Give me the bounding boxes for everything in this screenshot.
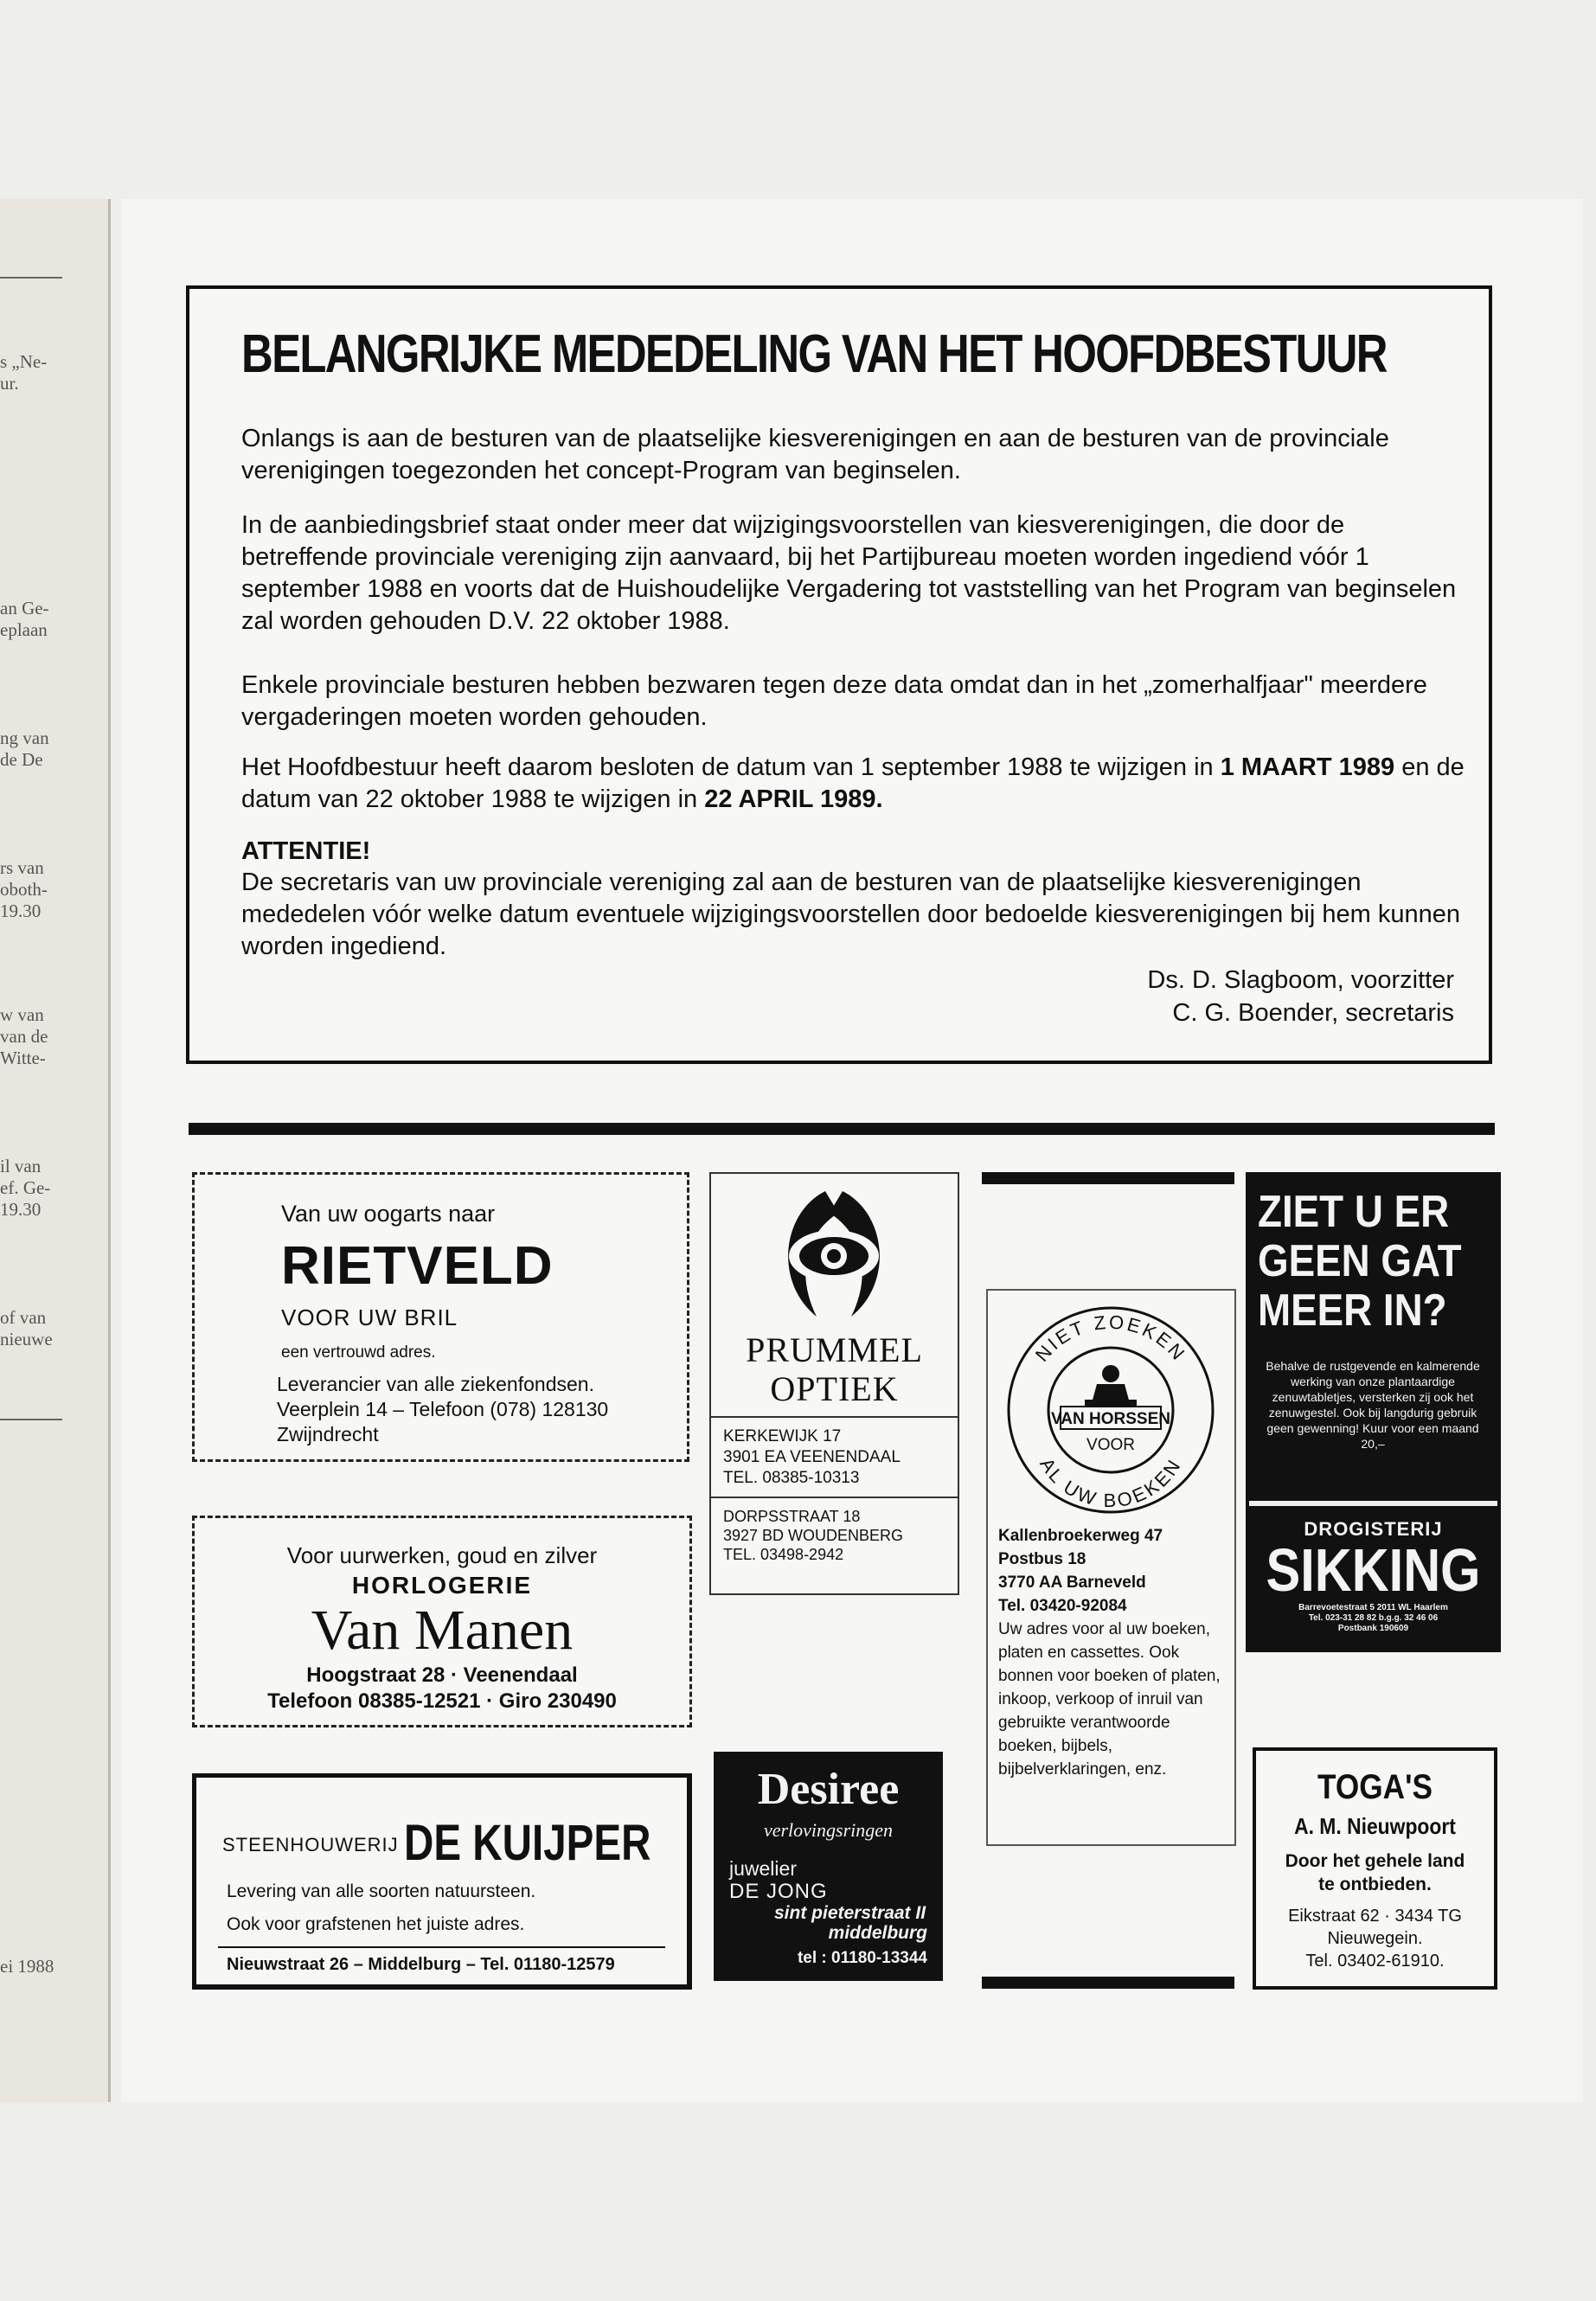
ad-text: Voor uurwerken, goud en zilver [286, 1542, 598, 1568]
left-fragment: oboth- [0, 879, 48, 900]
ad-desiree [714, 1752, 943, 1981]
ad-text: sint pieterstraat II [774, 1903, 926, 1923]
ad-brand: DE KUIJPER [404, 1815, 651, 1871]
address-line: TEL. 03498-2942 [723, 1546, 844, 1563]
left-rule [0, 1419, 62, 1420]
announcement-paragraph: Enkele provinciale besturen hebben bezwaren tegen deze data omdat dan in het „zomerhalfjaar" meerdere vergaderingen moeten worden gehouden. [241, 671, 1427, 731]
ad-text: Veerplein 14 – Telefoon (078) 128130 [277, 1398, 609, 1420]
ad-rule [218, 1946, 665, 1948]
svg-text:AL UW BOEKEN [1035, 1454, 1186, 1511]
ad-text: tel : 01180-13344 [797, 1949, 927, 1967]
ad-text: Levering van alle soorten natuursteen. [227, 1881, 536, 1901]
ad-label: DROGISTERIJ [1304, 1518, 1443, 1540]
signatures [1147, 964, 1454, 1029]
address-line: TEL. 08385-10313 [723, 1469, 860, 1487]
date-march: 1 MAART 1989 [1220, 753, 1395, 781]
address-block [711, 1416, 958, 1498]
ad-brand: RIETVELD [281, 1236, 554, 1296]
left-fragment: ei 1988 [0, 1956, 54, 1977]
ad-text: DE JONG [729, 1880, 828, 1903]
ad-text: Van uw oogarts naar [281, 1201, 496, 1227]
left-fragment: an Ge- [0, 598, 49, 619]
ad-text: Hoogstraat 28 · Veenendaal [306, 1663, 578, 1687]
ad-drogisterij-sikking [1246, 1172, 1501, 1652]
ad-rietveld [192, 1172, 689, 1462]
left-page-strip [0, 199, 111, 2102]
text-run: en de datum van 22 oktober 1988 te wijzigen in [241, 753, 1465, 813]
ad-text: verlovingsringen [763, 1819, 894, 1841]
headline-line: ZIET U ER [1258, 1187, 1450, 1237]
ad-text: Zwijndrecht [277, 1423, 379, 1445]
left-fragment: of van [0, 1307, 47, 1328]
ad-brand: PRUMMEL [746, 1330, 923, 1369]
announcement-paragraph: Onlangs is aan de besturen van de plaatselijke kiesverenigingen en aan de besturen van de provinciale verenigingen toegezonden het concept-Program van beginselen. [241, 425, 1389, 484]
headline-line: GEEN GAT [1258, 1236, 1462, 1286]
left-fragment: 19.30 [0, 901, 42, 921]
decorative-bar [982, 1977, 1234, 1989]
seal-mid: VOOR [1086, 1436, 1135, 1454]
ad-van-manen [192, 1516, 692, 1727]
ad-description: Uw adres voor al uw boeken, platen en cassettes. Ook bonnen voor boeken of platen, inkoop, verkoop of inruil van gebruikte verantwoorde boeken, bijbels, bijbelverklaringen, enz. [998, 1620, 1221, 1779]
svg-text:NIET ZOEKEN [1031, 1311, 1190, 1366]
address-line: Barrevoetestraat 5 2011 WL Haarlem [1298, 1603, 1448, 1612]
left-fragment: Witte- [0, 1048, 46, 1068]
announcement-title: BELANGRIJKE MEDEDELING VAN HET HOOFDBESTUUR [241, 324, 1387, 384]
ad-text: te ontbieden. [1318, 1875, 1432, 1894]
seal-arc-top: NIET ZOEKEN [1030, 1311, 1191, 1366]
book-seal-icon [995, 1298, 1227, 1522]
announcement-paragraph [241, 752, 1470, 816]
left-fragment: ng van [0, 727, 49, 748]
address-line: 3927 BD WOUDENBERG [723, 1527, 904, 1544]
ad-brand: SIKKING [1266, 1536, 1481, 1604]
left-rule [0, 277, 62, 279]
left-fragment: 19.30 [0, 1199, 42, 1220]
address-line: Kallenbroekerweg 47 [998, 1527, 1163, 1545]
address-line: DORPSSTRAAT 18 [723, 1508, 861, 1525]
ad-de-kuijper [192, 1773, 692, 1990]
address-line: Tel. 03402-61910. [1305, 1952, 1445, 1971]
announcement-paragraph: De secretaris van uw provinciale vereniging zal aan de besturen van de plaatselijke kiesverenigingen mededelen vóór welke datum eventuele wijzigingsvoorstellen door bedoelde kiesverenigingen bij hem kunnen worden ingediend. [241, 868, 1460, 960]
decorative-bar [982, 1172, 1234, 1184]
ad-text-block [277, 1372, 675, 1447]
address-block [1246, 1603, 1501, 1634]
address-line: Eikstraat 62 · 3434 TG [1288, 1907, 1462, 1926]
left-fragment: il van [0, 1156, 42, 1176]
left-fragment: w van [0, 1004, 44, 1025]
left-fragment: rs van [0, 857, 44, 878]
ad-headline [1258, 1188, 1462, 1336]
seal-arc-bottom: AL UW BOEKEN [1035, 1453, 1186, 1512]
address-line: Postbank 190609 [1337, 1624, 1409, 1633]
address-line: 3770 AA Barneveld [998, 1574, 1146, 1592]
ad-text: VOOR UW BRIL [281, 1304, 458, 1330]
address-line: 3901 EA VEENENDAAL [723, 1448, 901, 1466]
address-block [711, 1507, 958, 1564]
address-line: KERKEWIJK 17 [723, 1427, 842, 1445]
announcement-paragraph: In de aanbiedingsbrief staat onder meer dat wijzigingsvoorstellen van kiesverenigingen, die door de betreffende provinciale vereniging zijn aanvaard, bij het Partijbureau moeten worden ingediend vóór 1 september 1988 en voorts dat de Huishoudelijke Vergadering tot vaststelling van het Program van beginselen zal worden gehouden D.V. 22 oktober 1988. [241, 511, 1457, 635]
ad-text: HORLOGERIE [351, 1572, 533, 1599]
ad-text: Door het gehele land [1285, 1851, 1465, 1871]
ad-body [998, 1524, 1225, 1781]
ad-text: een vertrouwd adres. [281, 1343, 436, 1362]
ad-brand: OPTIEK [770, 1369, 899, 1408]
address-line: Nieuwegein. [1327, 1929, 1423, 1948]
date-april: 22 APRIL 1989. [704, 785, 883, 813]
address-line: Tel. 03420-92084 [998, 1597, 1127, 1615]
ad-text: Nieuwstraat 26 – Middelburg – Tel. 01180-12579 [227, 1955, 615, 1974]
ad-brand: TOGA'S [1317, 1768, 1433, 1806]
ad-brand: Desiree [757, 1765, 900, 1814]
ad-van-horssen [986, 1289, 1236, 1846]
reader-figure [1085, 1365, 1137, 1408]
left-fragment: ur. [0, 373, 19, 394]
headline-line: MEER IN? [1258, 1285, 1447, 1336]
ad-text: STEENHOUWERIJ [222, 1834, 399, 1856]
signature-chair: Ds. D. Slagboom, voorzitter [1147, 966, 1454, 994]
ad-togas [1253, 1747, 1497, 1990]
ad-description: Behalve de rustgevende en kalmerende werking van onze plantaardige zenuwtabletjes, versterken zij ook het zenuwgestel. Ook bij langdurig gebruik geen gewenning! Kuur voor een maand 20,– [1266, 1359, 1480, 1451]
address-line: Postbus 18 [998, 1550, 1086, 1568]
ad-text: Ook voor grafstenen het juiste adres. [227, 1914, 525, 1934]
left-fragment: ef. Ge- [0, 1177, 51, 1198]
eye-logo-icon [773, 1187, 894, 1325]
left-fragment: de De [0, 749, 43, 770]
left-fragment: nieuwe [0, 1329, 53, 1349]
ad-text: middelburg [828, 1923, 927, 1943]
left-fragment: eplaan [0, 619, 48, 640]
left-fragment: van de [0, 1026, 48, 1047]
seal-name: VAN HORSSEN [1051, 1410, 1170, 1428]
section-divider [189, 1123, 1495, 1135]
ad-text: juwelier [729, 1857, 797, 1880]
left-fragment: s „Ne- [0, 351, 48, 372]
address-line: Tel. 023-31 28 82 b.g.g. 32 46 06 [1308, 1613, 1439, 1623]
text-run: Het Hoofdbestuur heeft daarom besloten de datum van 1 september 1988 te wijzigen in [241, 753, 1221, 781]
announcement-box [186, 285, 1492, 1064]
ad-text: Leverancier van alle ziekenfondsen. [277, 1373, 594, 1395]
ad-prummel-optiek [709, 1172, 959, 1595]
attention-heading: ATTENTIE! [241, 837, 371, 865]
ad-divider [1249, 1501, 1497, 1506]
ad-text: A. M. Nieuwpoort [1294, 1813, 1456, 1839]
signature-secretary: C. G. Boender, secretaris [1172, 999, 1454, 1027]
ad-brand: Van Manen [311, 1599, 574, 1662]
ad-text: Telefoon 08385-12521 · Giro 230490 [267, 1689, 617, 1713]
